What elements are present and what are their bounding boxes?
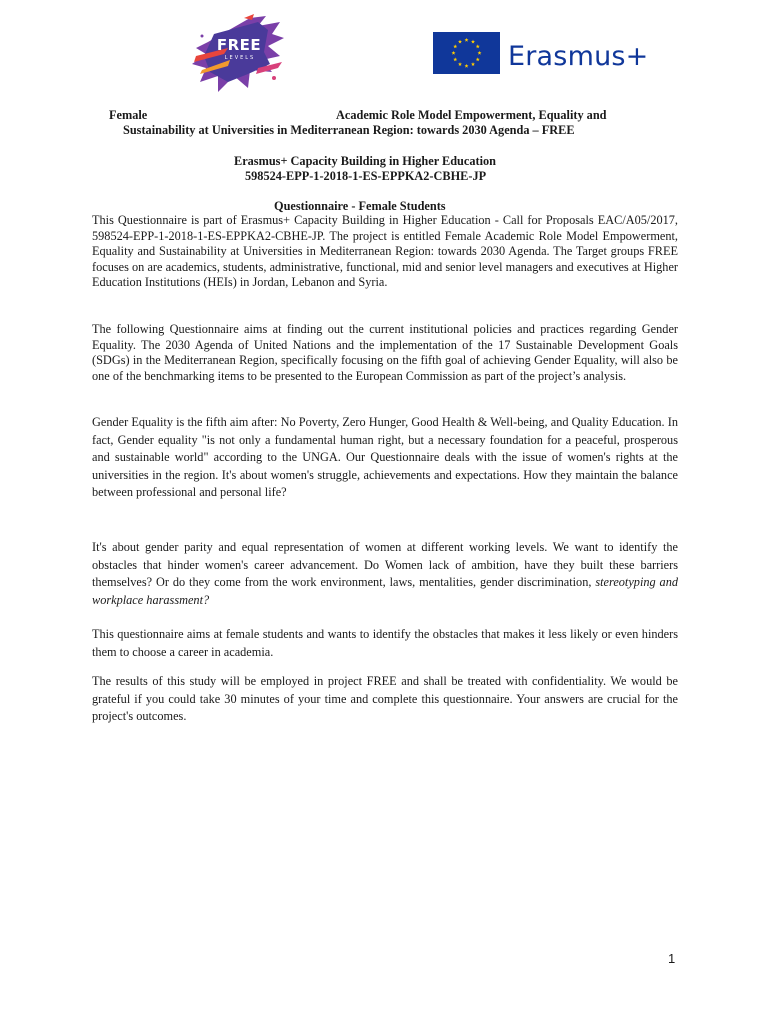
- gender-parity-paragraph: [92, 539, 678, 609]
- free-logo-subtext: LEVELS: [224, 55, 256, 61]
- intro-paragraph: This Questionnaire is part of Erasmus+ Capacity Building in Higher Education - Call for Proposals EAC/A05/2017, 598524-EPP-1-2018-1-ES-EPPKA2-CBHE-JP. The project is entitled Female Academic Role Model Empowerment, Equality and Sustainability at Universities in Mediterranean Region: towards 2030 Agenda. The Target groups FREE focuses on are academics, students, administrative, functional, mid and senior level managers and executives at Higher Education Institutions (HEIs) in Jordan, Lebanon and Syria.: [92, 213, 678, 290]
- gender-parity-text: It's about gender parity and equal representation of women at different working levels. We want to identify the obstacles that hinder women's career advancement. Do Women lack of ambition, have they built these barriers themselves? Or do they come from the work environment, laws, mentalities, gender discrimination,: [92, 540, 678, 589]
- document-title-line-2: Sustainability at Universities in Mediterranean Region: towards 2030 Agenda – FREE: [123, 123, 575, 137]
- erasmus-plus-logo-text: Erasmus+: [508, 41, 649, 72]
- female-students-aim-paragraph: This questionnaire aims at female students and wants to identify the obstacles that makes it less likely or even hinders them to choose a career in academia.: [92, 627, 678, 659]
- eu-flag-icon: [433, 32, 500, 74]
- free-logo-wordmark: FREE: [216, 36, 262, 54]
- free-logo-brush-graphic: [188, 12, 288, 96]
- policies-paragraph: The following Questionnaire aims at finding out the current institutional policies and practices regarding Gender Equality. The 2030 Agenda of United Nations and the implementation of the 17 Sustainable Development Goals (SDGs) in the Mediterranean Region, specifically focusing on the fifth goal of achieving Gender Equality, will also be one of the benchmarking items to be presented to the European Commission as part of the project’s analysis.: [92, 322, 678, 383]
- document-title-line-1: Academic Role Model Empowerment, Equality and: [336, 108, 607, 122]
- free-project-logo: [188, 12, 288, 96]
- header-label-female: Female: [109, 108, 148, 122]
- page-number: 1: [668, 951, 676, 966]
- confidentiality-paragraph: The results of this study will be employed in project FREE and shall be treated with confidentiality. We would be grateful if you could take 30 minutes of your time and complete this questionnaire. Your answers are crucial for the project's outcomes.: [92, 674, 678, 723]
- section-title: Questionnaire - Female Students: [274, 199, 446, 213]
- gender-equality-paragraph: Gender Equality is the fifth aim after: No Poverty, Zero Hunger, Good Health & Well-being, and Quality Education. In fact, Gender equality "is not only a fundamental human right, but a necessary foundation for a peaceful, prosperous and sustainable world" according to the UNGA. Our Questionnaire deals with the issue of women's rights at the universities in the region. It's about women's struggle, achievements and expectations. How they maintain the balance between professional and personal life?: [92, 415, 678, 499]
- project-code-heading: 598524-EPP-1-2018-1-ES-EPPKA2-CBHE-JP: [245, 169, 487, 183]
- program-name-heading: Erasmus+ Capacity Building in Higher Education: [234, 154, 496, 168]
- gender-parity-italic-text: stereotyping and workplace harassment?: [92, 575, 678, 607]
